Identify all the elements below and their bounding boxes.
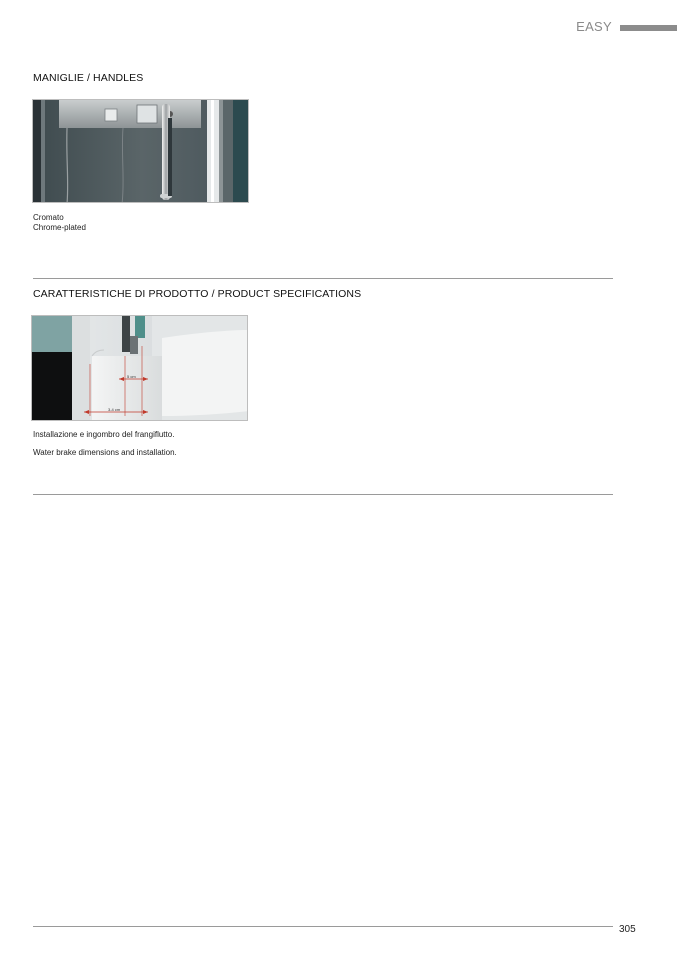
handles-caption-it: Cromato — [33, 213, 64, 222]
handles-photo — [32, 99, 249, 203]
specs-title: CARATTERISTICHE DI PRODOTTO / PRODUCT SPECIFICATIONS — [33, 288, 362, 300]
specs-caption-en: Water brake dimensions and installation. — [33, 448, 177, 457]
footer-rule — [33, 926, 613, 927]
section-divider — [33, 494, 613, 495]
specs-caption-it: Installazione e ingombro del frangiflutto. — [33, 430, 175, 439]
handles-caption-en: Chrome-plated — [33, 223, 86, 232]
brand-bar — [620, 25, 677, 31]
page-number: 305 — [619, 924, 636, 935]
dimension-label-large: 3-4 cm — [108, 407, 121, 412]
specs-photo — [31, 315, 248, 421]
handles-title: MANIGLIE / HANDLES — [33, 72, 144, 84]
dimension-label-small: 5 cm — [127, 374, 136, 379]
brand-title: EASY — [576, 19, 612, 34]
section-divider — [33, 278, 613, 279]
